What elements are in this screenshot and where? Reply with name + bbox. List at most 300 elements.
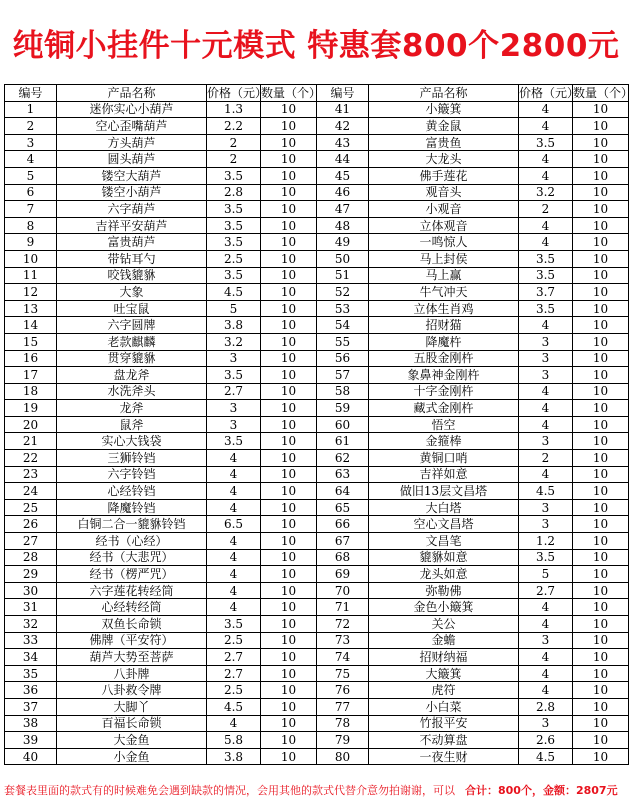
cell-number: 47 bbox=[317, 201, 369, 218]
cell-product-name: 做旧13层文昌塔 bbox=[369, 483, 519, 500]
cell-product-name: 经书（楞严咒） bbox=[57, 566, 207, 583]
cell-quantity: 10 bbox=[261, 267, 317, 284]
table-row bbox=[5, 151, 629, 168]
cell-quantity: 10 bbox=[573, 284, 629, 301]
cell-price: 2.5 bbox=[207, 682, 261, 699]
cell-product-name: 富贵葫芦 bbox=[57, 234, 207, 251]
cell-number: 70 bbox=[317, 582, 369, 599]
cell-number: 19 bbox=[5, 400, 57, 417]
cell-price: 3.5 bbox=[207, 616, 261, 633]
table-row bbox=[5, 549, 629, 566]
cell-number: 8 bbox=[5, 217, 57, 234]
table-row bbox=[5, 616, 629, 633]
cell-price: 3 bbox=[519, 333, 573, 350]
cell-number: 68 bbox=[317, 549, 369, 566]
cell-number: 63 bbox=[317, 466, 369, 483]
cell-product-name: 六字莲花转经筒 bbox=[57, 582, 207, 599]
cell-quantity: 10 bbox=[573, 350, 629, 367]
table-body bbox=[5, 101, 629, 765]
cell-price: 4 bbox=[207, 549, 261, 566]
cell-price: 3.8 bbox=[207, 748, 261, 765]
cell-number: 59 bbox=[317, 400, 369, 417]
cell-price: 4 bbox=[519, 400, 573, 417]
table-row bbox=[5, 234, 629, 251]
cell-product-name: 不动算盘 bbox=[369, 732, 519, 749]
cell-quantity: 10 bbox=[573, 333, 629, 350]
cell-product-name: 带钻耳勺 bbox=[57, 250, 207, 267]
cell-price: 2.2 bbox=[207, 118, 261, 135]
cell-quantity: 10 bbox=[573, 549, 629, 566]
table-row bbox=[5, 698, 629, 715]
col-header-qty-left: 数量（个） bbox=[261, 85, 322, 100]
cell-quantity: 10 bbox=[573, 317, 629, 334]
cell-product-name: 小观音 bbox=[369, 201, 519, 218]
cell-quantity: 10 bbox=[573, 599, 629, 616]
cell-number: 80 bbox=[317, 748, 369, 765]
cell-product-name: 吉祥平安葫芦 bbox=[57, 217, 207, 234]
cell-price: 4 bbox=[207, 466, 261, 483]
cell-quantity: 10 bbox=[573, 400, 629, 417]
cell-price: 3.5 bbox=[207, 201, 261, 218]
cell-price: 1.2 bbox=[519, 533, 573, 550]
cell-product-name: 金色小簸箕 bbox=[369, 599, 519, 616]
cell-quantity: 10 bbox=[573, 450, 629, 467]
table-row bbox=[5, 217, 629, 234]
price-table bbox=[4, 84, 633, 765]
cell-product-name: 三狮铃铛 bbox=[57, 450, 207, 467]
cell-number: 74 bbox=[317, 649, 369, 666]
cell-price: 3.5 bbox=[207, 234, 261, 251]
cell-price: 6.5 bbox=[207, 516, 261, 533]
cell-price: 3.5 bbox=[519, 250, 573, 267]
cell-price: 2.5 bbox=[207, 632, 261, 649]
cell-quantity: 10 bbox=[261, 234, 317, 251]
cell-number: 51 bbox=[317, 267, 369, 284]
cell-quantity: 10 bbox=[261, 250, 317, 267]
cell-number: 71 bbox=[317, 599, 369, 616]
cell-product-name: 鼠斧 bbox=[57, 416, 207, 433]
table-row bbox=[5, 599, 629, 616]
cell-quantity: 10 bbox=[573, 184, 629, 201]
cell-price: 3 bbox=[519, 499, 573, 516]
cell-product-name: 吉祥如意 bbox=[369, 466, 519, 483]
cell-quantity: 10 bbox=[573, 616, 629, 633]
cell-number: 65 bbox=[317, 499, 369, 516]
cell-quantity: 10 bbox=[261, 184, 317, 201]
cell-number: 30 bbox=[5, 582, 57, 599]
cell-product-name: 观音头 bbox=[369, 184, 519, 201]
cell-product-name: 招财猫 bbox=[369, 317, 519, 334]
table-row bbox=[5, 333, 629, 350]
cell-quantity: 10 bbox=[261, 715, 317, 732]
cell-product-name: 黄金鼠 bbox=[369, 118, 519, 135]
cell-quantity: 10 bbox=[261, 632, 317, 649]
cell-number: 42 bbox=[317, 118, 369, 135]
cell-quantity: 10 bbox=[573, 416, 629, 433]
table-row bbox=[5, 300, 629, 317]
cell-number: 58 bbox=[317, 383, 369, 400]
table-row bbox=[5, 267, 629, 284]
cell-quantity: 10 bbox=[261, 665, 317, 682]
cell-price: 3.5 bbox=[207, 367, 261, 384]
cell-product-name: 立体观音 bbox=[369, 217, 519, 234]
cell-product-name: 藏式金刚杵 bbox=[369, 400, 519, 417]
cell-number: 76 bbox=[317, 682, 369, 699]
cell-price: 5.8 bbox=[207, 732, 261, 749]
cell-quantity: 10 bbox=[261, 317, 317, 334]
table-row bbox=[5, 450, 629, 467]
cell-number: 79 bbox=[317, 732, 369, 749]
cell-product-name: 小金鱼 bbox=[57, 748, 207, 765]
cell-quantity: 10 bbox=[573, 566, 629, 583]
cell-price: 3 bbox=[207, 416, 261, 433]
col-header-name-right: 产品名称 bbox=[369, 85, 519, 102]
cell-quantity: 10 bbox=[261, 599, 317, 616]
cell-number: 13 bbox=[5, 300, 57, 317]
cell-number: 18 bbox=[5, 383, 57, 400]
cell-product-name: 小簸箕 bbox=[369, 101, 519, 118]
cell-product-name: 大象 bbox=[57, 284, 207, 301]
cell-product-name: 佛手莲花 bbox=[369, 167, 519, 184]
cell-number: 2 bbox=[5, 118, 57, 135]
cell-number: 43 bbox=[317, 134, 369, 151]
cell-product-name: 实心大钱袋 bbox=[57, 433, 207, 450]
cell-price: 2.6 bbox=[519, 732, 573, 749]
cell-product-name: 虎符 bbox=[369, 682, 519, 699]
cell-price: 4 bbox=[207, 483, 261, 500]
cell-quantity: 10 bbox=[573, 516, 629, 533]
cell-price: 4.5 bbox=[519, 483, 573, 500]
cell-quantity: 10 bbox=[261, 367, 317, 384]
table-row bbox=[5, 284, 629, 301]
cell-price: 3 bbox=[519, 715, 573, 732]
cell-quantity: 10 bbox=[573, 682, 629, 699]
cell-price: 3 bbox=[207, 400, 261, 417]
cell-number: 56 bbox=[317, 350, 369, 367]
cell-quantity: 10 bbox=[573, 533, 629, 550]
cell-price: 4 bbox=[519, 167, 573, 184]
cell-quantity: 10 bbox=[261, 483, 317, 500]
cell-product-name: 龙头如意 bbox=[369, 566, 519, 583]
cell-number: 35 bbox=[5, 665, 57, 682]
cell-number: 40 bbox=[5, 748, 57, 765]
cell-product-name: 貔貅如意 bbox=[369, 549, 519, 566]
cell-number: 22 bbox=[5, 450, 57, 467]
cell-number: 44 bbox=[317, 151, 369, 168]
cell-price: 2.7 bbox=[519, 582, 573, 599]
cell-quantity: 10 bbox=[573, 698, 629, 715]
cell-quantity: 10 bbox=[573, 582, 629, 599]
cell-quantity: 10 bbox=[573, 250, 629, 267]
cell-product-name: 竹报平安 bbox=[369, 715, 519, 732]
cell-quantity: 10 bbox=[573, 201, 629, 218]
cell-product-name: 降魔铃铛 bbox=[57, 499, 207, 516]
table-row bbox=[5, 483, 629, 500]
table-row bbox=[5, 516, 629, 533]
cell-quantity: 10 bbox=[573, 300, 629, 317]
cell-quantity: 10 bbox=[261, 649, 317, 666]
cell-quantity: 10 bbox=[573, 101, 629, 118]
cell-price: 2.7 bbox=[207, 649, 261, 666]
cell-number: 4 bbox=[5, 151, 57, 168]
cell-number: 29 bbox=[5, 566, 57, 583]
table-row bbox=[5, 665, 629, 682]
cell-price: 4 bbox=[519, 665, 573, 682]
cell-quantity: 10 bbox=[573, 118, 629, 135]
cell-quantity: 10 bbox=[261, 682, 317, 699]
col-header-qty-right: 数量（个） bbox=[573, 85, 633, 100]
cell-product-name: 水洗斧头 bbox=[57, 383, 207, 400]
cell-product-name: 五股金刚杵 bbox=[369, 350, 519, 367]
table-row bbox=[5, 715, 629, 732]
cell-quantity: 10 bbox=[261, 533, 317, 550]
cell-product-name: 吐宝鼠 bbox=[57, 300, 207, 317]
cell-price: 1.3 bbox=[207, 101, 261, 118]
cell-number: 78 bbox=[317, 715, 369, 732]
cell-number: 25 bbox=[5, 499, 57, 516]
cell-number: 11 bbox=[5, 267, 57, 284]
col-header-price-right: 价格（元） bbox=[519, 85, 580, 100]
cell-number: 52 bbox=[317, 284, 369, 301]
cell-price: 3.5 bbox=[519, 267, 573, 284]
cell-product-name: 贯穿貔貅 bbox=[57, 350, 207, 367]
table-row bbox=[5, 533, 629, 550]
cell-number: 14 bbox=[5, 317, 57, 334]
cell-number: 53 bbox=[317, 300, 369, 317]
cell-quantity: 10 bbox=[261, 450, 317, 467]
cell-price: 3.5 bbox=[207, 267, 261, 284]
cell-product-name: 心经铃铛 bbox=[57, 483, 207, 500]
cell-product-name: 六字圆牌 bbox=[57, 317, 207, 334]
cell-number: 36 bbox=[5, 682, 57, 699]
cell-quantity: 10 bbox=[261, 101, 317, 118]
cell-price: 4 bbox=[519, 649, 573, 666]
cell-number: 6 bbox=[5, 184, 57, 201]
cell-quantity: 10 bbox=[261, 516, 317, 533]
cell-number: 17 bbox=[5, 367, 57, 384]
cell-quantity: 10 bbox=[573, 151, 629, 168]
cell-quantity: 10 bbox=[261, 499, 317, 516]
cell-price: 2.5 bbox=[207, 250, 261, 267]
cell-number: 46 bbox=[317, 184, 369, 201]
cell-number: 62 bbox=[317, 450, 369, 467]
cell-quantity: 10 bbox=[261, 732, 317, 749]
cell-quantity: 10 bbox=[261, 167, 317, 184]
cell-quantity: 10 bbox=[261, 616, 317, 633]
cell-quantity: 10 bbox=[573, 167, 629, 184]
cell-number: 15 bbox=[5, 333, 57, 350]
cell-product-name: 金箍棒 bbox=[369, 433, 519, 450]
table-row bbox=[5, 499, 629, 516]
cell-product-name: 八卦救令牌 bbox=[57, 682, 207, 699]
cell-number: 50 bbox=[317, 250, 369, 267]
cell-quantity: 10 bbox=[261, 582, 317, 599]
cell-product-name: 龙斧 bbox=[57, 400, 207, 417]
cell-product-name: 小白菜 bbox=[369, 698, 519, 715]
table-row bbox=[5, 167, 629, 184]
cell-price: 3.5 bbox=[207, 217, 261, 234]
cell-product-name: 镂空小葫芦 bbox=[57, 184, 207, 201]
cell-price: 4 bbox=[519, 317, 573, 334]
cell-quantity: 10 bbox=[261, 466, 317, 483]
cell-number: 48 bbox=[317, 217, 369, 234]
cell-product-name: 经书（心经） bbox=[57, 533, 207, 550]
cell-quantity: 10 bbox=[573, 499, 629, 516]
cell-quantity: 10 bbox=[261, 333, 317, 350]
footer-totals: 合计：800个，金额：2807元 bbox=[465, 784, 618, 797]
cell-quantity: 10 bbox=[573, 433, 629, 450]
cell-price: 4 bbox=[207, 566, 261, 583]
table-row bbox=[5, 134, 629, 151]
cell-price: 4 bbox=[519, 466, 573, 483]
cell-number: 1 bbox=[5, 101, 57, 118]
cell-quantity: 10 bbox=[573, 715, 629, 732]
cell-quantity: 10 bbox=[573, 367, 629, 384]
table-row bbox=[5, 466, 629, 483]
cell-product-name: 立体生肖鸡 bbox=[369, 300, 519, 317]
cell-quantity: 10 bbox=[261, 748, 317, 765]
cell-quantity: 10 bbox=[261, 217, 317, 234]
col-header-no-left: 编号 bbox=[5, 85, 57, 102]
cell-product-name: 八卦牌 bbox=[57, 665, 207, 682]
table-row bbox=[5, 632, 629, 649]
cell-product-name: 咬钱貔貅 bbox=[57, 267, 207, 284]
cell-quantity: 10 bbox=[261, 566, 317, 583]
cell-number: 61 bbox=[317, 433, 369, 450]
cell-number: 10 bbox=[5, 250, 57, 267]
table-row bbox=[5, 582, 629, 599]
cell-price: 3.5 bbox=[519, 549, 573, 566]
table-row bbox=[5, 250, 629, 267]
cell-number: 60 bbox=[317, 416, 369, 433]
cell-price: 3.5 bbox=[519, 134, 573, 151]
cell-product-name: 迷你实心小葫芦 bbox=[57, 101, 207, 118]
cell-price: 4.5 bbox=[519, 748, 573, 765]
cell-quantity: 10 bbox=[573, 134, 629, 151]
cell-price: 4 bbox=[519, 101, 573, 118]
cell-product-name: 富贵鱼 bbox=[369, 134, 519, 151]
cell-number: 26 bbox=[5, 516, 57, 533]
table-row bbox=[5, 682, 629, 699]
cell-quantity: 10 bbox=[573, 234, 629, 251]
cell-product-name: 招财纳福 bbox=[369, 649, 519, 666]
cell-price: 4 bbox=[519, 234, 573, 251]
cell-price: 4 bbox=[519, 682, 573, 699]
cell-number: 45 bbox=[317, 167, 369, 184]
cell-product-name: 心经转经筒 bbox=[57, 599, 207, 616]
cell-price: 3 bbox=[519, 433, 573, 450]
cell-product-name: 葫芦大势至菩萨 bbox=[57, 649, 207, 666]
cell-number: 28 bbox=[5, 549, 57, 566]
cell-quantity: 10 bbox=[573, 483, 629, 500]
cell-price: 3.5 bbox=[207, 167, 261, 184]
col-header-name-left: 产品名称 bbox=[57, 85, 207, 102]
cell-price: 4 bbox=[519, 599, 573, 616]
cell-product-name: 金蟾 bbox=[369, 632, 519, 649]
cell-number: 49 bbox=[317, 234, 369, 251]
cell-number: 32 bbox=[5, 616, 57, 633]
cell-number: 5 bbox=[5, 167, 57, 184]
cell-price: 4 bbox=[207, 715, 261, 732]
cell-price: 3.2 bbox=[207, 333, 261, 350]
cell-product-name: 镂空大葫芦 bbox=[57, 167, 207, 184]
cell-product-name: 六字葫芦 bbox=[57, 201, 207, 218]
cell-number: 57 bbox=[317, 367, 369, 384]
cell-product-name: 十字金刚杵 bbox=[369, 383, 519, 400]
cell-quantity: 10 bbox=[261, 698, 317, 715]
cell-number: 34 bbox=[5, 649, 57, 666]
table-row bbox=[5, 118, 629, 135]
cell-price: 4 bbox=[207, 450, 261, 467]
cell-price: 2.8 bbox=[519, 698, 573, 715]
cell-quantity: 10 bbox=[573, 632, 629, 649]
table-row bbox=[5, 748, 629, 765]
cell-product-name: 关公 bbox=[369, 616, 519, 633]
cell-price: 4 bbox=[519, 416, 573, 433]
cell-product-name: 大脚丫 bbox=[57, 698, 207, 715]
cell-quantity: 10 bbox=[573, 267, 629, 284]
cell-price: 2.7 bbox=[207, 383, 261, 400]
cell-quantity: 10 bbox=[573, 732, 629, 749]
cell-price: 4 bbox=[519, 217, 573, 234]
cell-product-name: 大金鱼 bbox=[57, 732, 207, 749]
cell-number: 37 bbox=[5, 698, 57, 715]
cell-product-name: 一夜生财 bbox=[369, 748, 519, 765]
cell-quantity: 10 bbox=[573, 466, 629, 483]
cell-number: 77 bbox=[317, 698, 369, 715]
col-header-no-right: 编号 bbox=[317, 85, 369, 102]
cell-product-name: 圆头葫芦 bbox=[57, 151, 207, 168]
cell-number: 16 bbox=[5, 350, 57, 367]
cell-price: 5 bbox=[519, 566, 573, 583]
cell-price: 2 bbox=[519, 201, 573, 218]
cell-price: 3.2 bbox=[519, 184, 573, 201]
cell-quantity: 10 bbox=[261, 433, 317, 450]
table-row bbox=[5, 649, 629, 666]
cell-product-name: 大白塔 bbox=[369, 499, 519, 516]
cell-number: 64 bbox=[317, 483, 369, 500]
cell-product-name: 老款麒麟 bbox=[57, 333, 207, 350]
table-row bbox=[5, 101, 629, 118]
cell-number: 21 bbox=[5, 433, 57, 450]
cell-number: 55 bbox=[317, 333, 369, 350]
cell-product-name: 白铜二合一貔貅铃铛 bbox=[57, 516, 207, 533]
cell-price: 4 bbox=[207, 533, 261, 550]
cell-product-name: 象鼻神金刚杵 bbox=[369, 367, 519, 384]
cell-price: 3.7 bbox=[519, 284, 573, 301]
cell-quantity: 10 bbox=[261, 549, 317, 566]
cell-product-name: 百福长命锁 bbox=[57, 715, 207, 732]
cell-number: 69 bbox=[317, 566, 369, 583]
cell-number: 72 bbox=[317, 616, 369, 633]
table-row bbox=[5, 732, 629, 749]
cell-quantity: 10 bbox=[573, 383, 629, 400]
cell-number: 41 bbox=[317, 101, 369, 118]
cell-price: 3 bbox=[519, 350, 573, 367]
cell-price: 4 bbox=[519, 118, 573, 135]
table-row bbox=[5, 317, 629, 334]
cell-product-name: 空心歪嘴葫芦 bbox=[57, 118, 207, 135]
cell-price: 2 bbox=[519, 450, 573, 467]
cell-number: 27 bbox=[5, 533, 57, 550]
cell-number: 66 bbox=[317, 516, 369, 533]
table-row bbox=[5, 184, 629, 201]
cell-number: 73 bbox=[317, 632, 369, 649]
cell-number: 3 bbox=[5, 134, 57, 151]
cell-product-name: 牛气冲天 bbox=[369, 284, 519, 301]
cell-product-name: 双鱼长命锁 bbox=[57, 616, 207, 633]
footer-note: 套餐表里面的款式有的时候难免会遇到缺款的情况，会用其他的款式代替介意勿拍谢谢，可以 bbox=[4, 784, 455, 797]
